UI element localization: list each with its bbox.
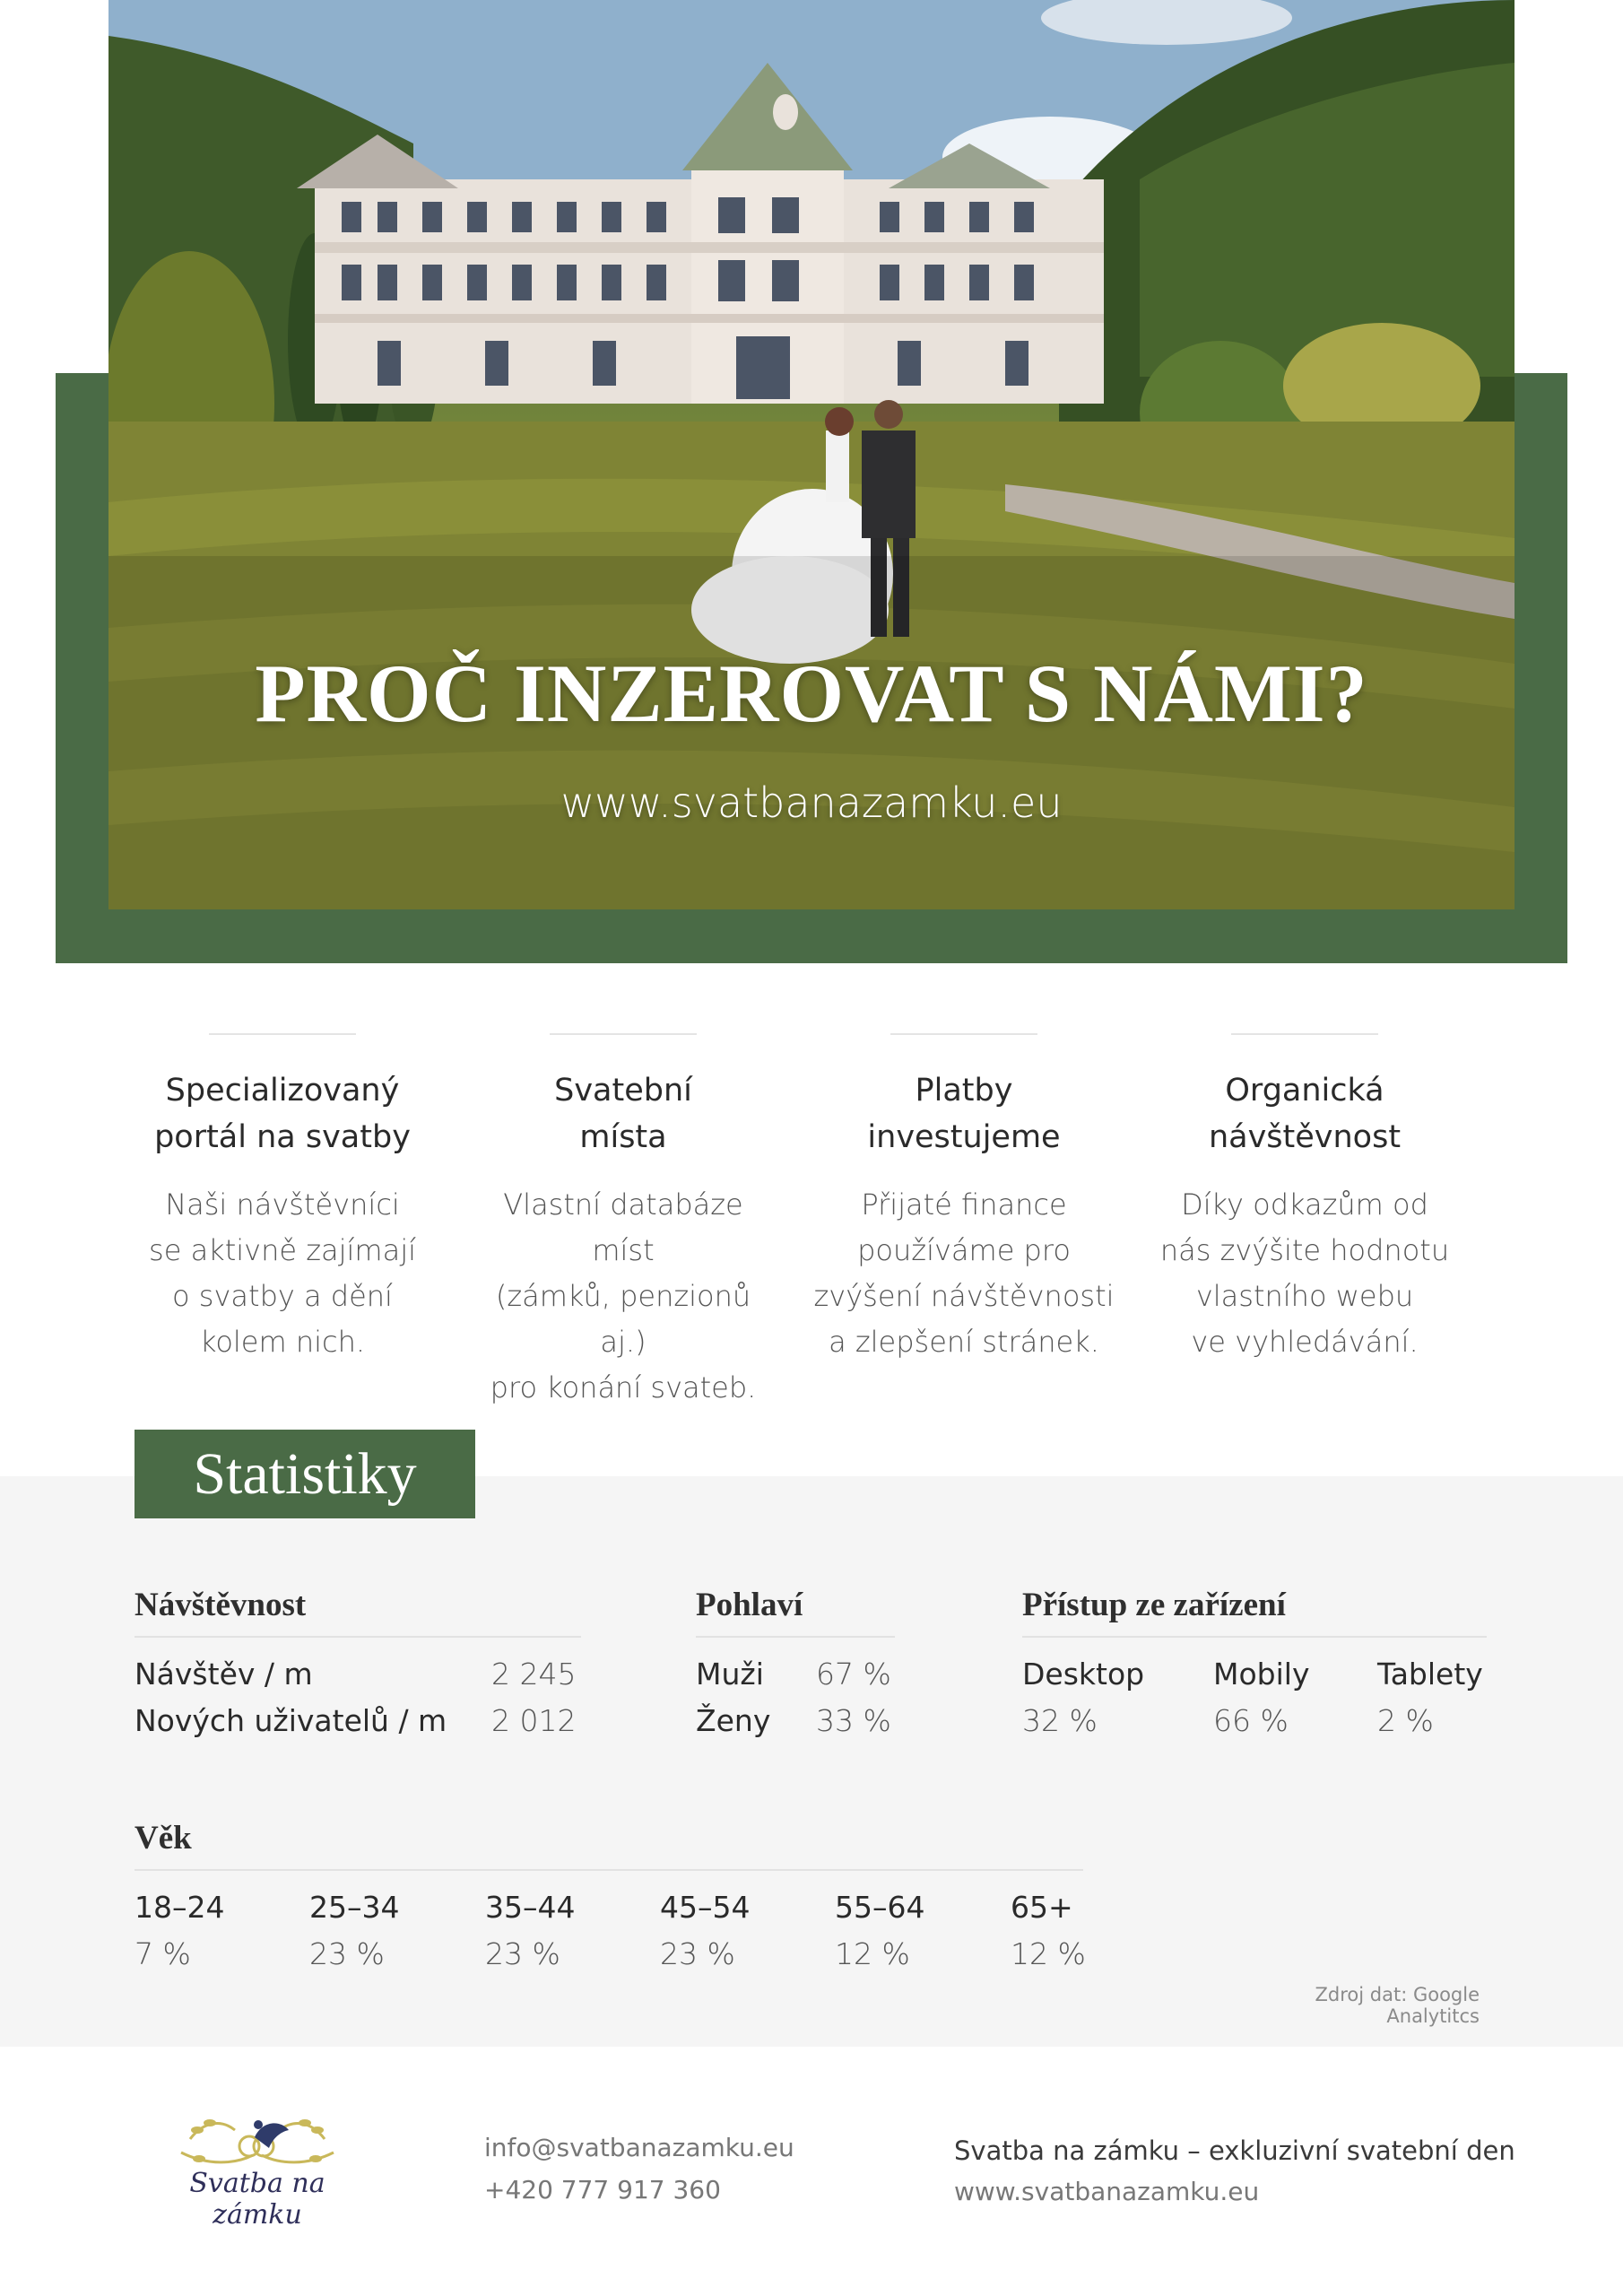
feature-wedding-venues: [471, 1033, 776, 1411]
device-tablet-value: 2 %: [1377, 1703, 1434, 1738]
new-users-value: 2 012: [491, 1703, 577, 1738]
age-label: 35–44: [485, 1890, 576, 1925]
gender-divider: [696, 1636, 895, 1638]
features-row: [130, 1033, 1493, 1405]
gender-female-label: Ženy: [696, 1703, 771, 1738]
age-label: 55–64: [835, 1890, 925, 1925]
feature-divider: [209, 1033, 356, 1035]
age-label: 45–54: [660, 1890, 751, 1925]
feature-description: Vlastní databáze míst (zámků, penzionů aj.) pro konání svateb.: [490, 1187, 757, 1405]
feature-title: Organická návštěvnost: [1208, 1073, 1402, 1155]
visits-heading: Návštěvnost: [135, 1587, 307, 1623]
age-value: 12 %: [835, 1936, 910, 1971]
feature-divider: [1231, 1033, 1378, 1035]
device-desktop-label: Desktop: [1022, 1657, 1145, 1692]
hero-photo: [108, 0, 1515, 909]
feature-title: Platby investujeme: [867, 1073, 1061, 1155]
feature-specialized-portal: [130, 1033, 435, 1365]
footer-phone[interactable]: +420 777 917 360: [484, 2175, 721, 2205]
age-value: 23 %: [309, 1936, 385, 1971]
feature-payments-invested: [812, 1033, 1116, 1365]
age-label: 18–24: [135, 1890, 225, 1925]
footer-tagline: Svatba na zámku – exkluzivní svatební den: [954, 2135, 1515, 2166]
stats-section: [0, 1476, 1623, 2047]
age-value: 7 %: [135, 1936, 191, 1971]
feature-description: Díky odkazům od nás zvýšite hodnotu vlastního webu ve vyhledávání.: [1159, 1187, 1450, 1359]
feature-description: Naši návštěvníci se aktivně zajímají o svatby a dění kolem nich.: [149, 1187, 416, 1359]
new-users-label: Nových uživatelů / m: [135, 1703, 447, 1738]
age-heading: Věk: [135, 1820, 192, 1857]
footer-email[interactable]: info@svatbanazamku.eu: [484, 2133, 794, 2162]
gender-female-value: 33 %: [816, 1703, 891, 1738]
age-label: 65+: [1011, 1890, 1073, 1925]
age-value: 23 %: [660, 1936, 735, 1971]
footer-url[interactable]: www.svatbanazamku.eu: [954, 2177, 1260, 2206]
gender-heading: Pohlaví: [696, 1587, 803, 1623]
age-value: 23 %: [485, 1936, 560, 1971]
visits-value: 2 245: [491, 1657, 577, 1692]
feature-description: Přijaté finance používáme pro zvýšení návštěvnosti a zlepšení stránek.: [813, 1187, 1115, 1359]
brand-logo[interactable]: [154, 2103, 360, 2231]
gender-male-label: Muži: [696, 1657, 764, 1692]
feature-divider: [890, 1033, 1037, 1035]
device-mobile-value: 66 %: [1213, 1703, 1289, 1738]
data-source-note: Zdroj dat: Google Analytitcs: [1315, 1984, 1480, 2027]
device-mobile-label: Mobily: [1213, 1657, 1310, 1692]
stats-badge: Statistiky: [135, 1430, 475, 1518]
age-value: 12 %: [1011, 1936, 1086, 1971]
castle-wedding-photo: [108, 0, 1515, 909]
visits-divider: [135, 1636, 581, 1638]
age-label: 25–34: [309, 1890, 400, 1925]
devices-heading: Přístup ze zařízení: [1022, 1587, 1286, 1623]
feature-title: Specializovaný portál na svatby: [154, 1073, 411, 1155]
peacock-logo-icon: [154, 2103, 360, 2175]
feature-title: Svatební místa: [554, 1073, 692, 1155]
logo-text: Svatba na zámku: [189, 2168, 325, 2231]
hero-title: PROČ INZEROVAT S NÁMI?: [255, 648, 1368, 739]
age-divider: [135, 1869, 1083, 1871]
visits-label: Návštěv / m: [135, 1657, 313, 1692]
device-desktop-value: 32 %: [1022, 1703, 1098, 1738]
device-tablet-label: Tablety: [1377, 1657, 1483, 1692]
feature-divider: [550, 1033, 697, 1035]
feature-organic-traffic: [1152, 1033, 1457, 1365]
hero-url[interactable]: www.svatbanazamku.eu: [560, 778, 1063, 827]
devices-divider: [1022, 1636, 1487, 1638]
gender-male-value: 67 %: [816, 1657, 891, 1692]
